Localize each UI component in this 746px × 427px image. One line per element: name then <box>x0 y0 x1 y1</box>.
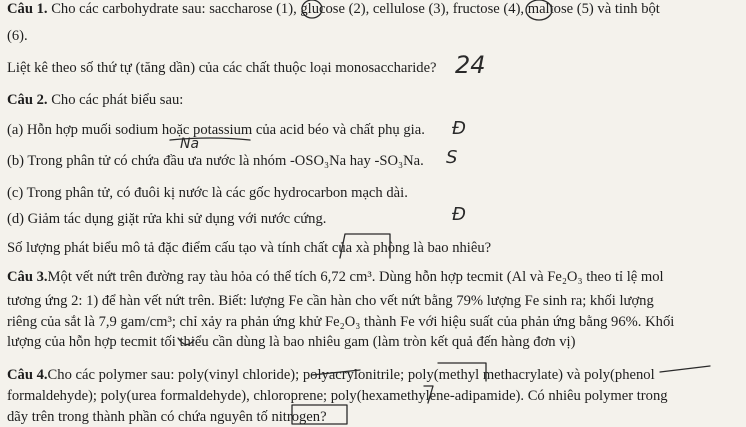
bracket-xa-phong <box>340 234 390 258</box>
q4-line-3: dãy trên trong thành phần có chứa nguyên tố nitrogen? <box>7 409 327 425</box>
q1-text-line1: Cho các carbohydrate sau: saccharose (1), glucose (2), cellulose (3), fructose (4), maltose (5) và tinh bột <box>47 1 660 17</box>
box-hexamethylene <box>424 386 433 403</box>
q3-line-1: Câu 3.Một vết nứt trên đường ray tàu hỏa có thể tích 6,72 cm³. Dùng hỗn hợp tecmit (Al và Fe₂O₃ theo tỉ lệ mol <box>7 269 664 285</box>
q2-statement-a: (a) Hỗn hợp muối sodium hoặc potassium của acid béo và chất phụ gia. <box>7 122 425 138</box>
circle-4 <box>526 0 552 20</box>
q3-line-2: tương ứng 2: 1) để hàn vết nứt trên. Biết: lượng Fe cần hàn cho vết nứt bằng 79% lượng Fe sinh ra; khối lượng <box>7 293 654 309</box>
q3-label: Câu 3. <box>7 269 48 285</box>
underline-sodium <box>170 138 250 140</box>
q4-label: Câu 4. <box>7 367 48 383</box>
box-nitrogen <box>292 405 347 424</box>
q2-mark-d: Đ <box>452 204 466 225</box>
q2-statement-b: (b) Trong phân tử có chứa đầu ưa nước là nhóm -OSO₃Na hay -SO₃Na. <box>7 153 424 169</box>
circle-2 <box>302 0 322 18</box>
q1-prompt: Liệt kê theo số thứ tự (tăng dần) của các chất thuộc loại monosaccharide? <box>7 60 437 76</box>
q2-statement-c: (c) Trong phân tử, có đuôi kị nước là các gốc hydrocarbon mạch dài. <box>7 185 408 201</box>
q1-label: Câu 1. <box>7 1 48 17</box>
strike-vinyl <box>312 370 360 375</box>
scribble-q3 <box>178 338 194 345</box>
q1-text-line2: (6). <box>7 28 28 44</box>
q2-annotation-na: Na <box>180 136 200 152</box>
q2-mark-a: Đ <box>452 118 466 139</box>
q2-label: Câu 2. <box>7 92 48 108</box>
q2-question: Số lượng phát biểu mô tả đặc điểm cấu tạo và tính chất của xà phòng là bao nhiêu? <box>7 240 492 256</box>
q3-line-4: lượng của hỗn hợp tecmit tối thiểu cần dùng là bao nhiêu gam (làm tròn kết quả đến hàng đơn vị) <box>7 334 576 350</box>
box-nitrile <box>438 363 486 381</box>
strike-phenol <box>660 366 710 372</box>
q4-line-1: Câu 4.Cho các polymer sau: poly(vinyl chloride); polyacrylonitrile; poly(methyl methacrylate) và poly(phenol <box>7 367 655 383</box>
q2-statement-d: (d) Giảm tác dụng giặt rửa khi sử dụng với nước cứng. <box>7 211 327 227</box>
q2-intro: Cho các phát biểu sau: <box>47 92 184 108</box>
q1-handwritten-answer: 24 <box>455 51 486 79</box>
q4-line-2: formaldehyde); poly(urea formaldehyde), chloroprene; poly(hexamethylene-adipamide). Có nhiêu polymer trong <box>7 388 668 404</box>
q2-mark-b: S <box>446 147 458 168</box>
q3-line-3: riêng của sắt là 7,9 gam/cm³; chỉ xảy ra phản ứng khử Fe₂O₃ thành Fe với hiệu suất của phản ứng bằng 96%. Khối <box>7 314 675 330</box>
